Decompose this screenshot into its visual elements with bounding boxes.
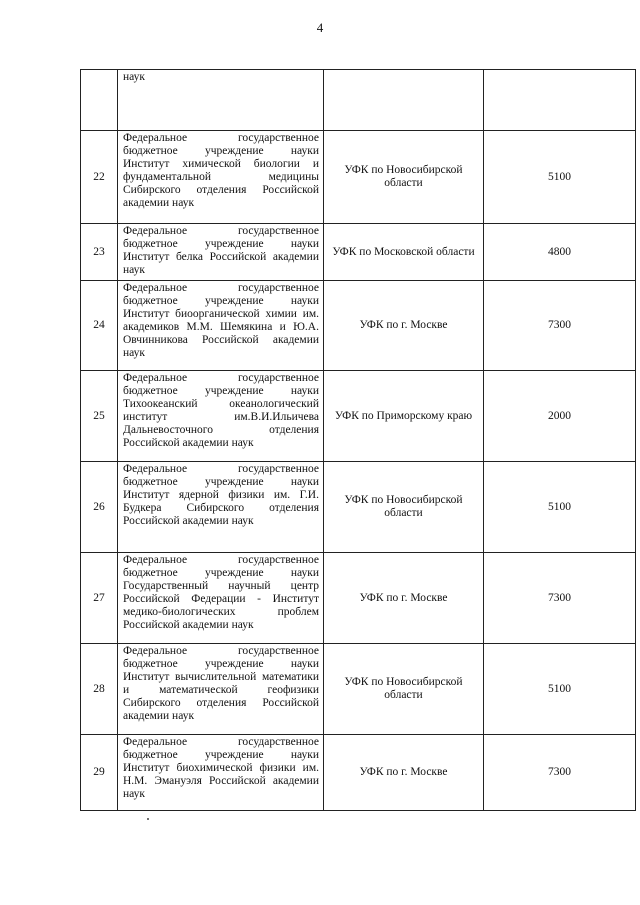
row-number-cell [81, 70, 118, 131]
table-row [81, 462, 636, 553]
amount-cell: 5100 [484, 131, 636, 224]
row-number-cell: 26 [81, 462, 118, 553]
treasury-cell: УФК по г. Москве [324, 553, 484, 644]
table-row [81, 371, 636, 462]
institution-name-cell: Федеральное государственное бюджетное учреждение науки Институт белка Российской академии наук [118, 224, 324, 281]
table-row [81, 735, 636, 811]
amount-cell: 5100 [484, 462, 636, 553]
row-number-cell: 22 [81, 131, 118, 224]
institutions-table [80, 69, 636, 811]
treasury-cell: УФК по Приморскому краю [324, 371, 484, 462]
row-number-cell: 25 [81, 371, 118, 462]
institution-name-cell: Федеральное государственное бюджетное учреждение науки Институт биохимической физики им. Н.М. Эмануэля Российской академии наук [118, 735, 324, 811]
row-number-cell: 27 [81, 553, 118, 644]
amount-cell: 2000 [484, 371, 636, 462]
scan-speck [147, 818, 149, 820]
table-row [81, 644, 636, 735]
institution-name-cell: Федеральное государственное бюджетное учреждение науки Институт ядерной физики им. Г.И. Будкера Сибирского отделения Российской академии наук [118, 462, 324, 553]
page-number: 4 [316, 20, 324, 35]
institution-name-cell: наук [118, 70, 324, 131]
amount-cell: 5100 [484, 644, 636, 735]
treasury-cell: УФК по Новосибирской области [324, 131, 484, 224]
row-number-cell: 29 [81, 735, 118, 811]
institution-name-cell: Федеральное государственное бюджетное учреждение науки Институт химической биологии и фундаментальной медицины Сибирского отделения Российской академии наук [118, 131, 324, 224]
table-row-continuation [81, 70, 636, 131]
treasury-cell: УФК по Московской области [324, 224, 484, 281]
row-number-cell: 23 [81, 224, 118, 281]
amount-cell [484, 70, 636, 131]
institution-name-cell: Федеральное государственное бюджетное учреждение науки Государственный научный центр Российской Федерации - Институт медико-биологических проблем Российской академии наук [118, 553, 324, 644]
institution-name-cell: Федеральное государственное бюджетное учреждение науки Тихоокеанский океанологический институт им.В.И.Ильичева Дальневосточного отделения Российской академии наук [118, 371, 324, 462]
table-row [81, 281, 636, 371]
row-number-cell: 24 [81, 281, 118, 371]
treasury-cell: УФК по Новосибирской области [324, 462, 484, 553]
treasury-cell: УФК по г. Москве [324, 281, 484, 371]
institution-name-cell: Федеральное государственное бюджетное учреждение науки Институт вычислительной математики и математической геофизики Сибирского отделения Российской академии наук [118, 644, 324, 735]
amount-cell: 7300 [484, 553, 636, 644]
amount-cell: 4800 [484, 224, 636, 281]
table-row [81, 131, 636, 224]
treasury-cell [324, 70, 484, 131]
row-number-cell: 28 [81, 644, 118, 735]
institution-name-cell: Федеральное государственное бюджетное учреждение науки Институт биоорганической химии им. академиков М.М. Шемякина и Ю.А. Овчинникова Российской академии наук [118, 281, 324, 371]
treasury-cell: УФК по Новосибирской области [324, 644, 484, 735]
table-row [81, 553, 636, 644]
amount-cell: 7300 [484, 281, 636, 371]
treasury-cell: УФК по г. Москве [324, 735, 484, 811]
amount-cell: 7300 [484, 735, 636, 811]
table-row [81, 224, 636, 281]
